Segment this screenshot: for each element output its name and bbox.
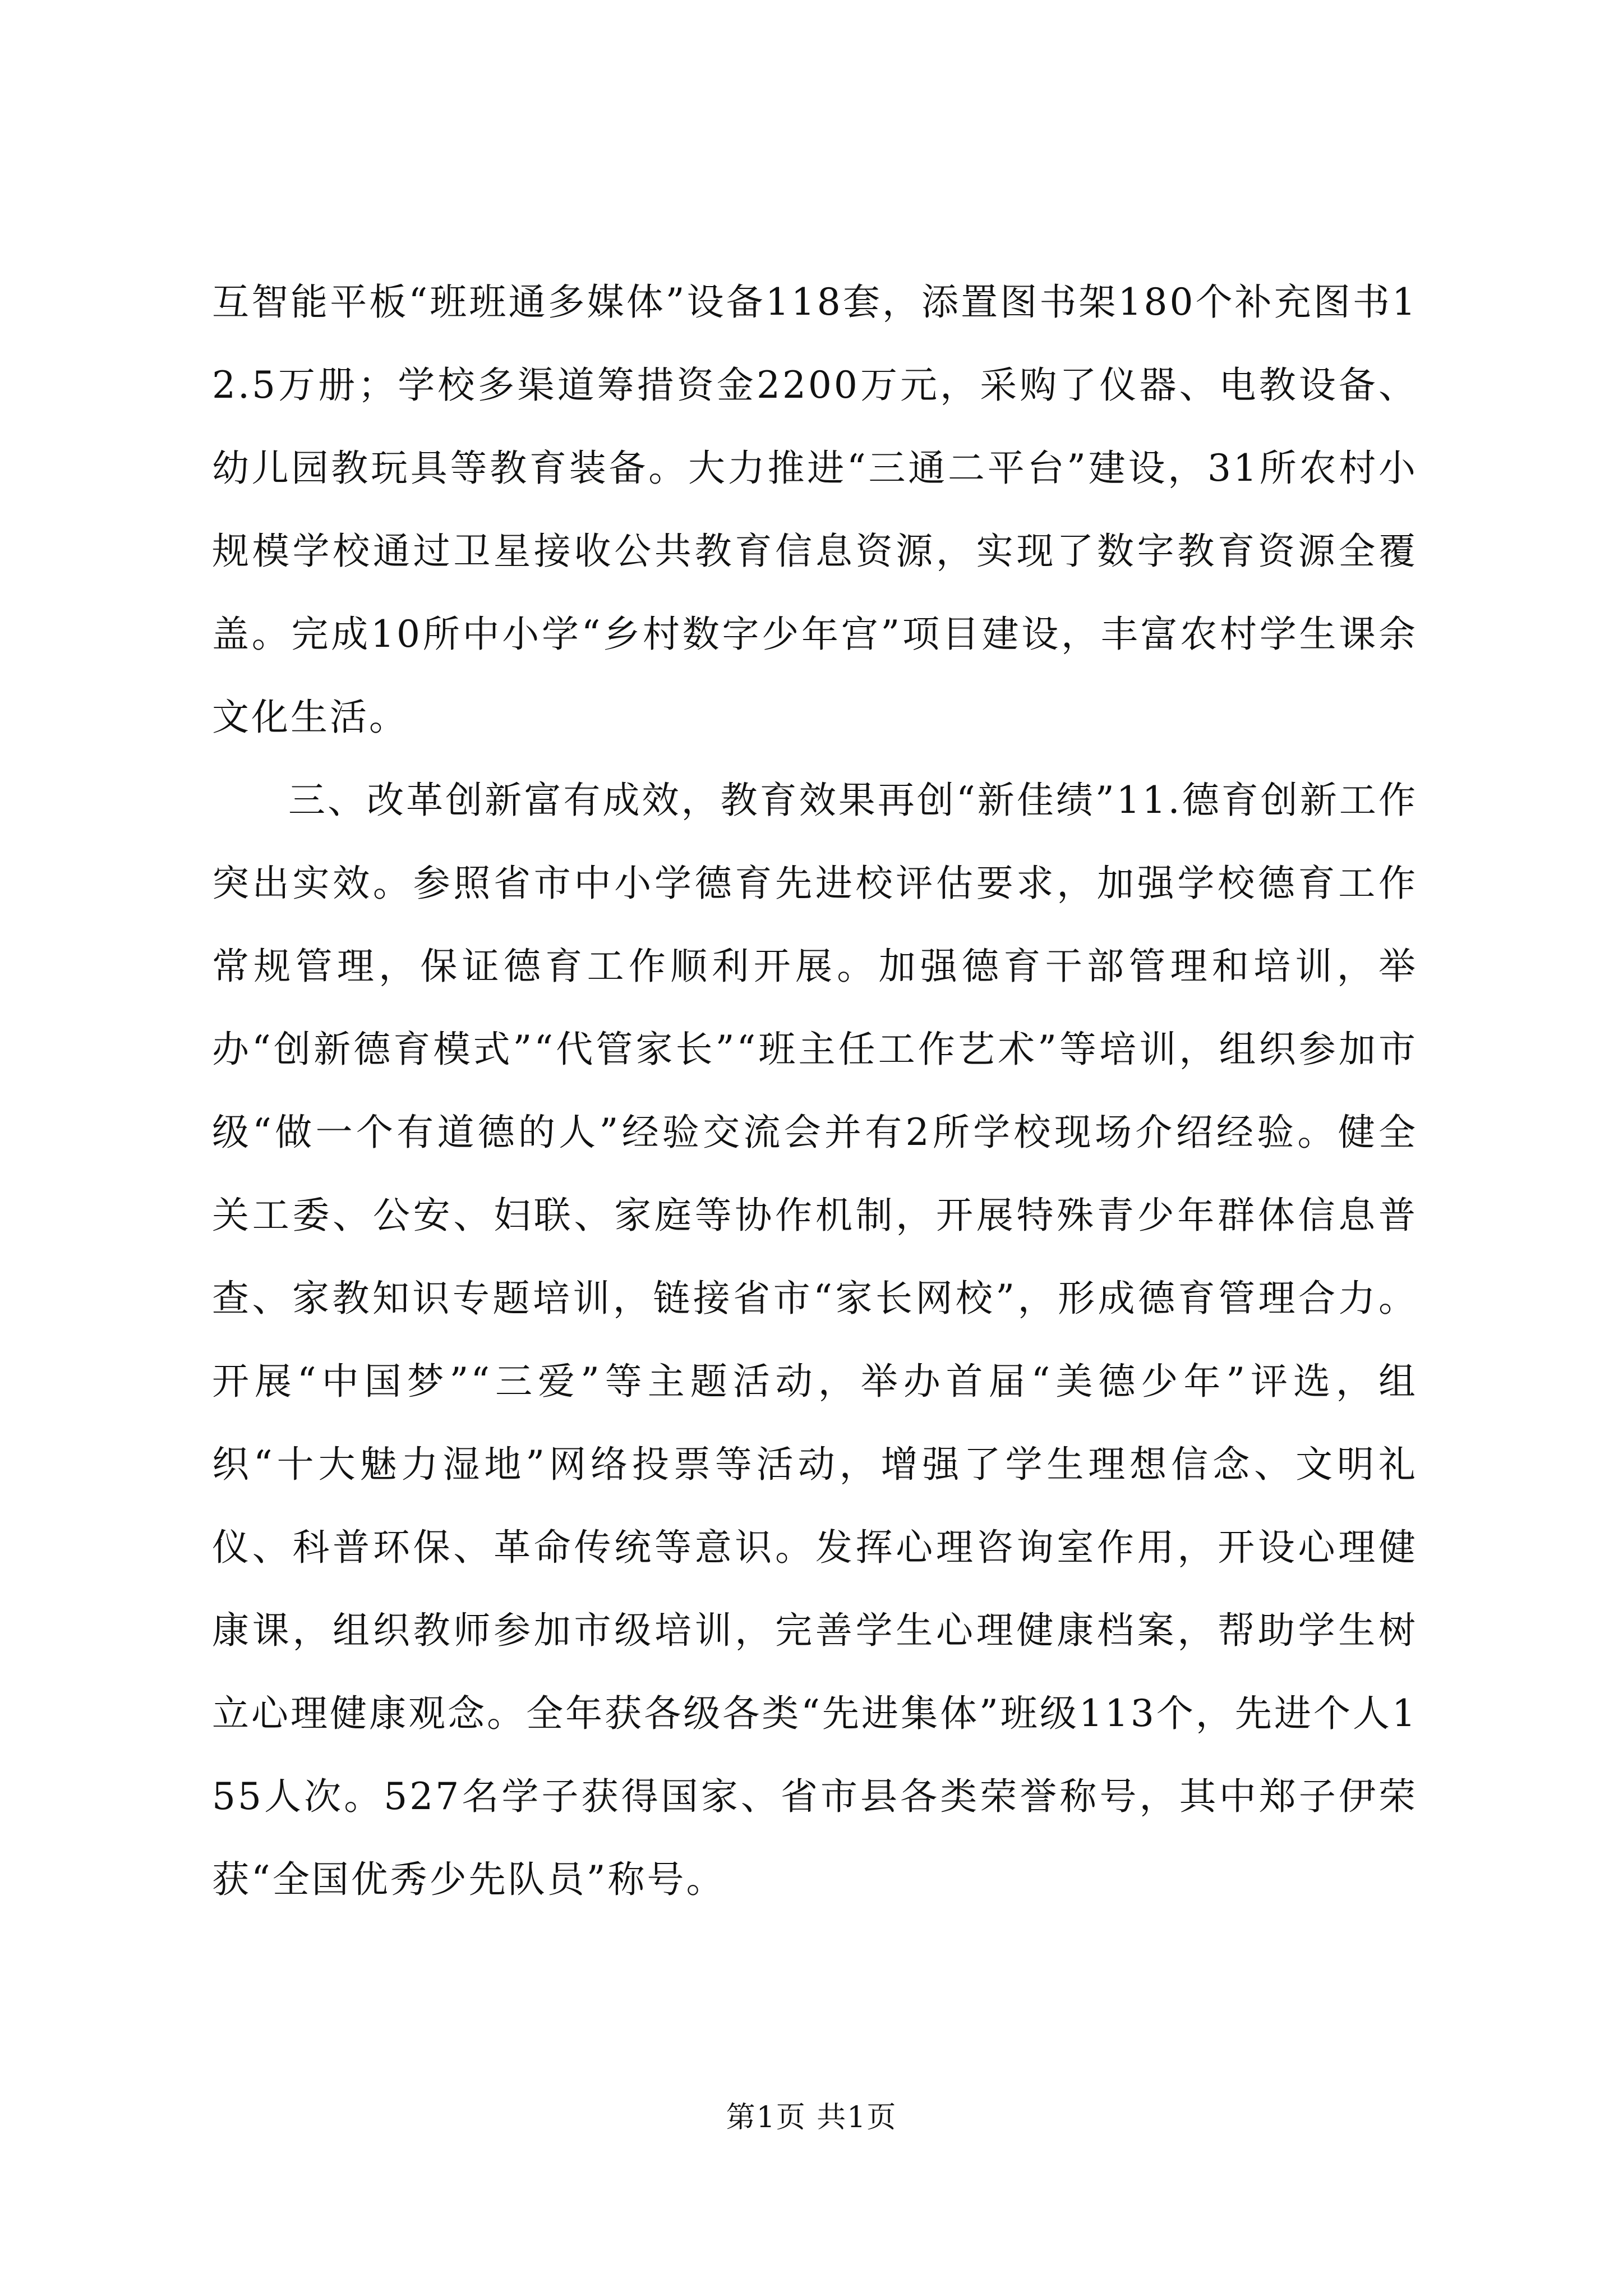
paragraph-2: 三、改革创新富有成效，教育效果再创“新佳绩”11.德育创新工作突出实效。参照省市中小学德育先进校评估要求，加强学校德育工作常规管理，保证德育工作顺利开展。加强德育干部管理和培训，举办“创新德育模式”“代管家长”“班主任工作艺术”等培训，组织参加市级“做一个有道德的人”经验交流会并有2所学校现场介绍经验。健全关工委、公安、妇联、家庭等协作机制，开展特殊青少年群体信息普查、家教知识专题培训，链接省市“家长网校”，形成德育管理合力。开展“中国梦”“三爱”等主题活动，举办首届“美德少年”评选，组织“十大魅力湿地”网络投票等活动，增强了学生理想信念、文明礼仪、科普环保、革命传统等意识。发挥心理咨询室作用，开设心理健康课，组织教师参加市级培训，完善学生心理健康档案，帮助学生树立心理健康观念。全年获各级各类“先进集体”班级113个，先进个人155人次。527名学子获得国家、省市县各类荣誉称号，其中郑子伊荣获“全国优秀少先队员”称号。 xyxy=(212,779,1418,1901)
page-footer: 第1页 共1页 xyxy=(726,2101,897,2134)
document-body xyxy=(212,261,1418,1921)
paragraph-1: 互智能平板“班班通多媒体”设备118套，添置图书架180个补充图书12.5万册；学校多渠道筹措资金2200万元，采购了仪器、电教设备、幼儿园教玩具等教育装备。大力推进“三通二平台”建设，31所农村小规模学校通过卫星接收公共教育信息资源，实现了数字教育资源全覆盖。完成10所中小学“乡村数字少年宫”项目建设，丰富农村学生课余文化生活。 xyxy=(212,280,1418,739)
